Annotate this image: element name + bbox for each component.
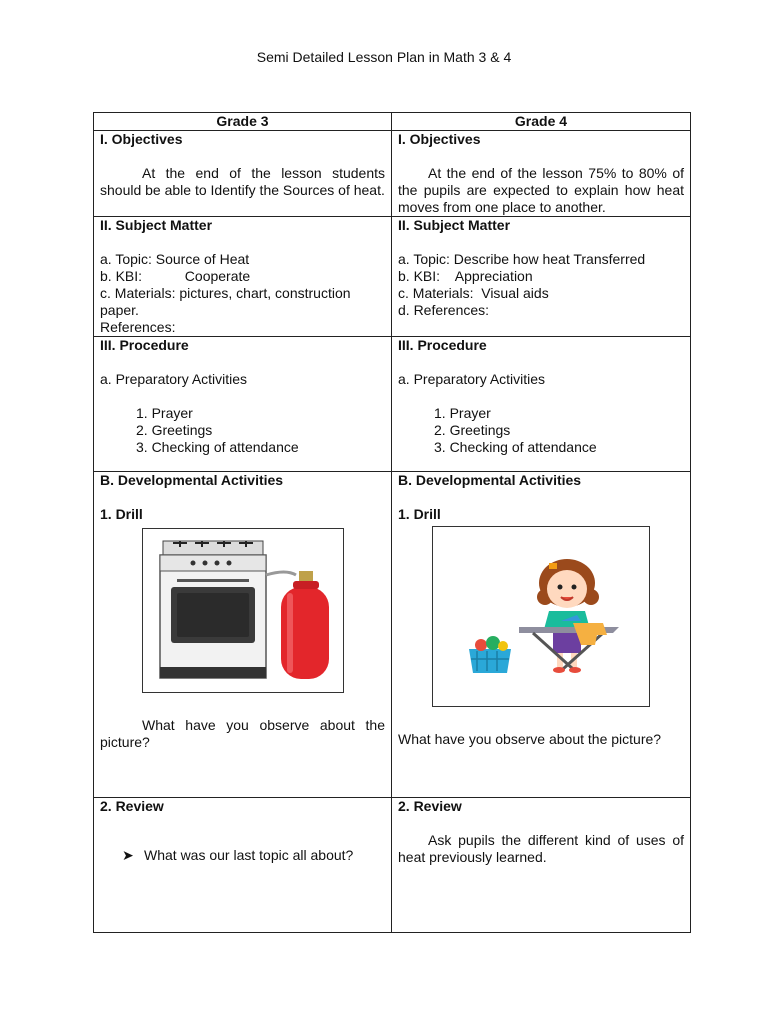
grade4-topic: a. Topic: Describe how heat Transferred (398, 251, 646, 267)
grade3-kbi: b. KBI: Cooperate (100, 268, 251, 284)
grade3-objectives-cell (94, 131, 392, 217)
grade4-objectives-text: At the end of the lesson 75% to 80% of the pupils are expected to explain how heat moves from one place to another. (398, 165, 684, 215)
grade4-procedure-cell (392, 337, 691, 472)
grade4-subject-cell (392, 217, 691, 337)
grade3-developmental-heading: B. Developmental Activities (100, 472, 284, 488)
grade3-subject-heading: II. Subject Matter (100, 217, 213, 233)
grade4-subject-heading: II. Subject Matter (398, 217, 511, 233)
lesson-plan-table (93, 112, 691, 933)
grade4-review-cell (392, 798, 691, 933)
grade3-drill-question: What have you observe about the picture? (100, 717, 385, 750)
grade4-developmental-heading: B. Developmental Activities (398, 472, 582, 488)
grade4-references: d. References: (398, 302, 490, 318)
grade4-objectives-heading: I. Objectives (398, 131, 481, 147)
grade3-review-cell (94, 798, 392, 933)
grade3-procedure-cell (94, 337, 392, 472)
grade4-drill-heading: 1. Drill (398, 506, 441, 522)
stove-and-gas-tank-image (142, 528, 344, 693)
grade4-developmental-cell (392, 472, 691, 798)
grade4-drill-question: What have you observe about the picture? (398, 731, 662, 747)
grade4-kbi: b. KBI: Appreciation (398, 268, 533, 284)
grade4-review-heading: 2. Review (398, 798, 462, 814)
header-grade-4: Grade 4 (392, 113, 691, 131)
grade3-subject-cell (94, 217, 392, 337)
grade3-references: References: (100, 319, 176, 335)
grade4-step-list (398, 405, 684, 456)
arrow-bullet-icon: ➤ (122, 847, 134, 863)
list-item: 3. Checking of attendance (136, 439, 299, 455)
grade3-procedure-heading: III. Procedure (100, 337, 189, 353)
grade3-review-item (100, 847, 385, 864)
stove-illustration (143, 529, 343, 692)
grade3-objectives-text: At the end of the lesson students should be able to Identify the Sources of heat. (100, 165, 385, 198)
girl-ironing-image (432, 526, 650, 707)
grade3-objectives-heading: I. Objectives (100, 131, 183, 147)
list-item: 2. Greetings (434, 422, 511, 438)
list-item: 2. Greetings (136, 422, 213, 438)
grade3-materials: c. Materials: pictures, chart, construction paper. (100, 285, 351, 318)
grade4-objectives-cell (392, 131, 691, 217)
list-item: 3. Checking of attendance (434, 439, 597, 455)
grade4-procedure-heading: III. Procedure (398, 337, 487, 353)
grade3-topic: a. Topic: Source of Heat (100, 251, 250, 267)
grade3-drill-heading: 1. Drill (100, 506, 143, 522)
grade4-preparatory: a. Preparatory Activities (398, 371, 546, 387)
grade3-preparatory: a. Preparatory Activities (100, 371, 248, 387)
list-item: 1. Prayer (136, 405, 193, 421)
grade3-developmental-cell (94, 472, 392, 798)
grade3-review-text: What was our last topic all about? (144, 847, 354, 863)
grade3-step-list (100, 405, 385, 456)
document-title: Semi Detailed Lesson Plan in Math 3 & 4 (256, 49, 512, 65)
grade3-review-heading: 2. Review (100, 798, 164, 814)
list-item: 1. Prayer (434, 405, 491, 421)
grade4-materials: c. Materials: Visual aids (398, 285, 549, 301)
grade4-review-text: Ask pupils the different kind of uses of heat previously learned. (398, 832, 684, 865)
header-grade-3: Grade 3 (94, 113, 392, 131)
girl-ironing-illustration (433, 527, 649, 706)
